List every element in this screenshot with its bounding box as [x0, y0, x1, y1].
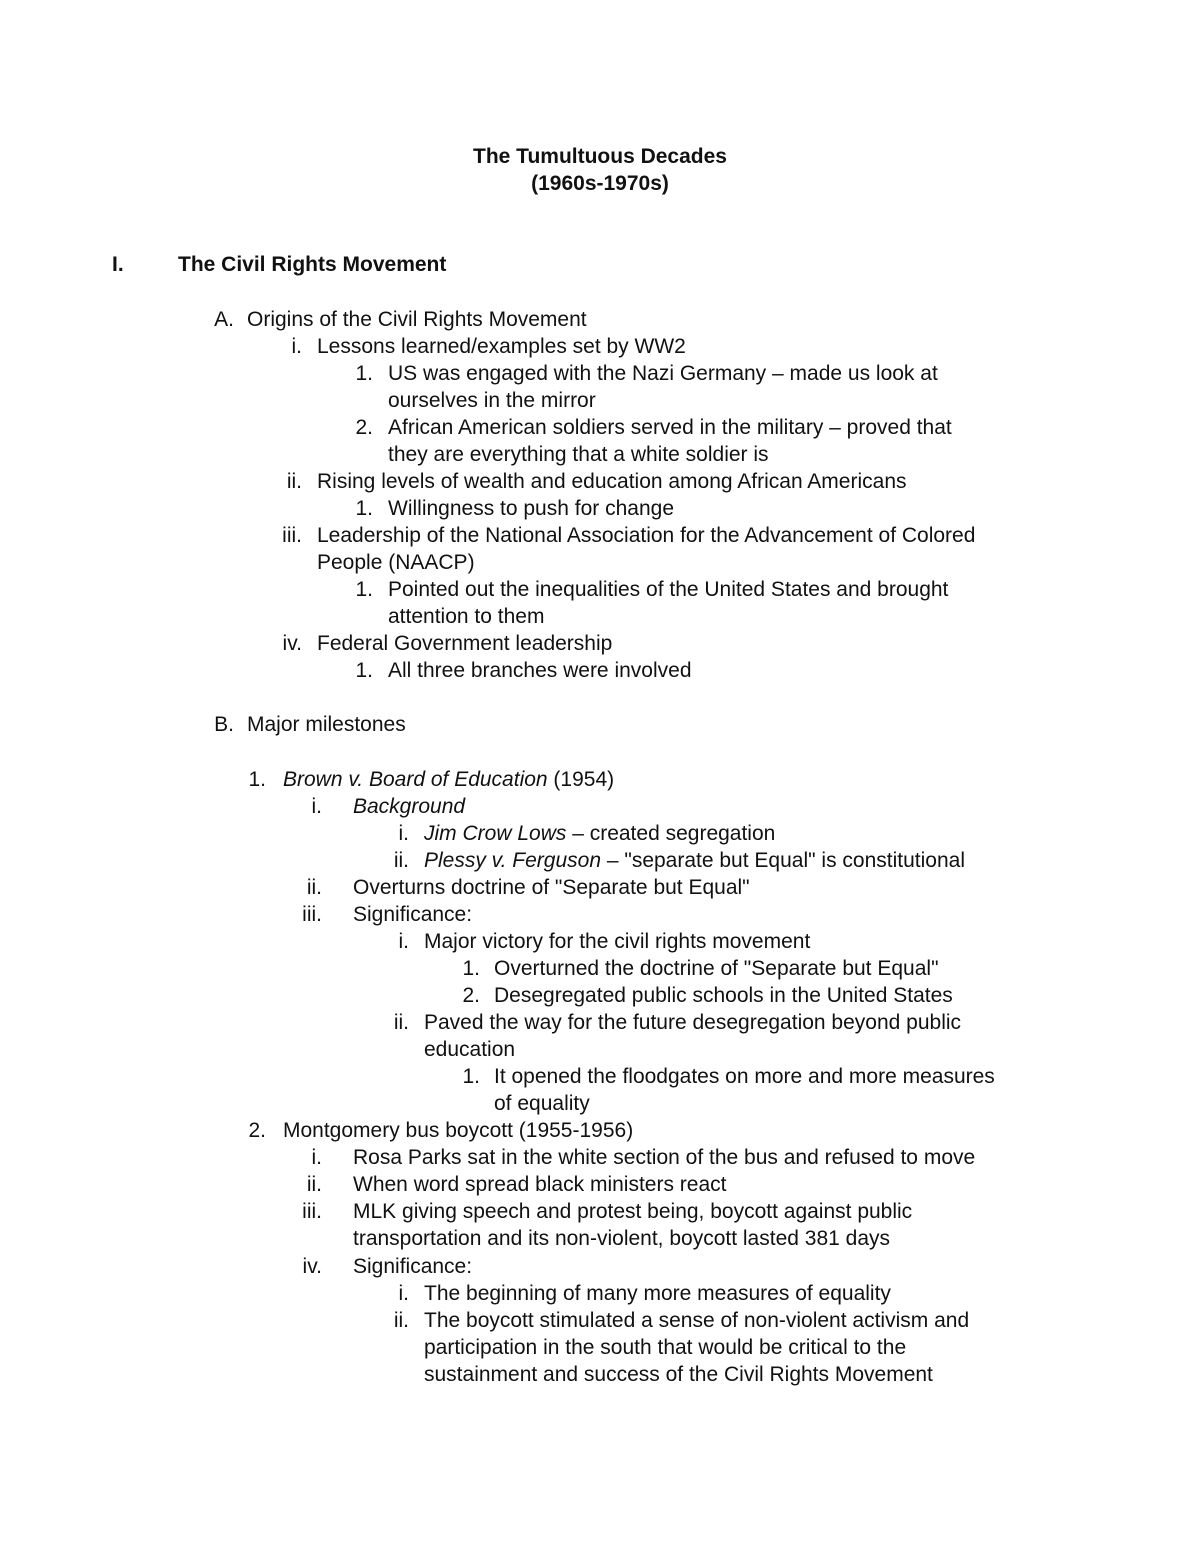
document-title: The Tumultuous Decades [473, 145, 727, 168]
outline-item: Paved the way for the future desegregation beyond public [424, 1011, 962, 1034]
outline-item: Leadership of the National Association for the Advancement of Colored [317, 524, 976, 547]
outline-item-continuation: transportation and its non-violent, boycott lasted 381 days [353, 1227, 890, 1250]
outline-marker: 1. [355, 659, 373, 682]
outline-marker: i. [311, 795, 322, 818]
outline-marker: i. [398, 1282, 409, 1305]
outline-item: Major milestones [247, 713, 406, 736]
outline-marker: 1. [355, 362, 373, 385]
outline-marker: iv. [302, 1255, 322, 1278]
outline-marker: 2. [462, 984, 480, 1007]
outline-marker: 1. [462, 957, 480, 980]
case-year: (1954) [547, 768, 615, 791]
outline-marker: 1. [355, 497, 373, 520]
outline-item-continuation: participation in the south that would be critical to the [424, 1336, 907, 1359]
outline-item [424, 847, 965, 874]
outline-marker: iii. [282, 524, 302, 547]
section-marker: I. [112, 253, 124, 276]
section-heading: The Civil Rights Movement [178, 253, 447, 276]
document-subtitle: (1960s-1970s) [531, 172, 669, 195]
outline-item: Background [353, 795, 466, 818]
outline-marker: i. [398, 822, 409, 845]
outline-item: The boycott stimulated a sense of non-violent activism and [424, 1309, 970, 1332]
term-name: Jim Crow Lows [424, 822, 567, 845]
outline-marker: B. [214, 713, 234, 736]
outline-item: When word spread black ministers react [353, 1173, 727, 1196]
outline-marker: ii. [286, 470, 302, 493]
outline-marker: iv. [282, 632, 302, 655]
outline-item: Overturned the doctrine of "Separate but Equal" [494, 957, 939, 980]
outline-item: Desegregated public schools in the United States [494, 984, 953, 1007]
outline-item: Significance: [353, 903, 473, 926]
outline-marker: i. [291, 335, 302, 358]
outline-marker: 2. [248, 1119, 266, 1142]
term-description: – "separate but Equal" is constitutional [601, 849, 965, 872]
outline-item: African American soldiers served in the military – proved that [388, 416, 952, 439]
outline-marker: i. [311, 1146, 322, 1169]
outline-item-continuation: education [424, 1038, 516, 1061]
outline-item: It opened the floodgates on more and more measures [494, 1065, 995, 1088]
case-name: Plessy v. Ferguson [424, 849, 602, 872]
outline-marker: iii. [302, 1200, 322, 1223]
outline-marker: 2. [355, 416, 373, 439]
outline-item: All three branches were involved [388, 659, 692, 682]
outline-marker: iii. [302, 903, 322, 926]
outline-marker: 1. [355, 578, 373, 601]
outline-item: Rising levels of wealth and education among African Americans [317, 470, 907, 493]
outline-marker: ii. [393, 1309, 409, 1332]
outline-item [424, 820, 775, 847]
outline-item: US was engaged with the Nazi Germany – made us look at [388, 362, 938, 385]
outline-item: Federal Government leadership [317, 632, 613, 655]
outline-marker: i. [398, 930, 409, 953]
outline-marker: A. [214, 308, 234, 331]
outline-item: Major victory for the civil rights movement [424, 930, 811, 953]
outline-item-continuation: ourselves in the mirror [388, 389, 596, 412]
outline-item: Willingness to push for change [388, 497, 674, 520]
outline-item: MLK giving speech and protest being, boycott against public [353, 1200, 913, 1223]
outline-marker: 1. [248, 768, 266, 791]
outline-item: Significance: [353, 1255, 473, 1278]
outline-marker: ii. [393, 849, 409, 872]
outline-marker: 1. [462, 1065, 480, 1088]
outline-item-continuation: attention to them [388, 605, 545, 628]
outline-marker: ii. [306, 1173, 322, 1196]
outline-item: Pointed out the inequalities of the United States and brought [388, 578, 949, 601]
outline-item-continuation: People (NAACP) [317, 551, 475, 574]
outline-item: Overturns doctrine of "Separate but Equal" [353, 876, 750, 899]
outline-item: Rosa Parks sat in the white section of the bus and refused to move [353, 1146, 976, 1169]
outline-marker: ii. [393, 1011, 409, 1034]
outline-item: The beginning of many more measures of equality [424, 1282, 891, 1305]
term-description: – created segregation [566, 822, 776, 845]
outline-item-continuation: of equality [494, 1092, 590, 1115]
outline-item: Montgomery bus boycott (1955-1956) [283, 1119, 634, 1142]
outline-marker: ii. [306, 876, 322, 899]
outline-item-continuation: they are everything that a white soldier is [388, 443, 769, 466]
case-name: Brown v. Board of Education [283, 768, 548, 791]
outline-item: Origins of the Civil Rights Movement [247, 308, 587, 331]
outline-item-continuation: sustainment and success of the Civil Rights Movement [424, 1363, 933, 1386]
outline-item [283, 766, 614, 793]
outline-item: Lessons learned/examples set by WW2 [317, 335, 686, 358]
